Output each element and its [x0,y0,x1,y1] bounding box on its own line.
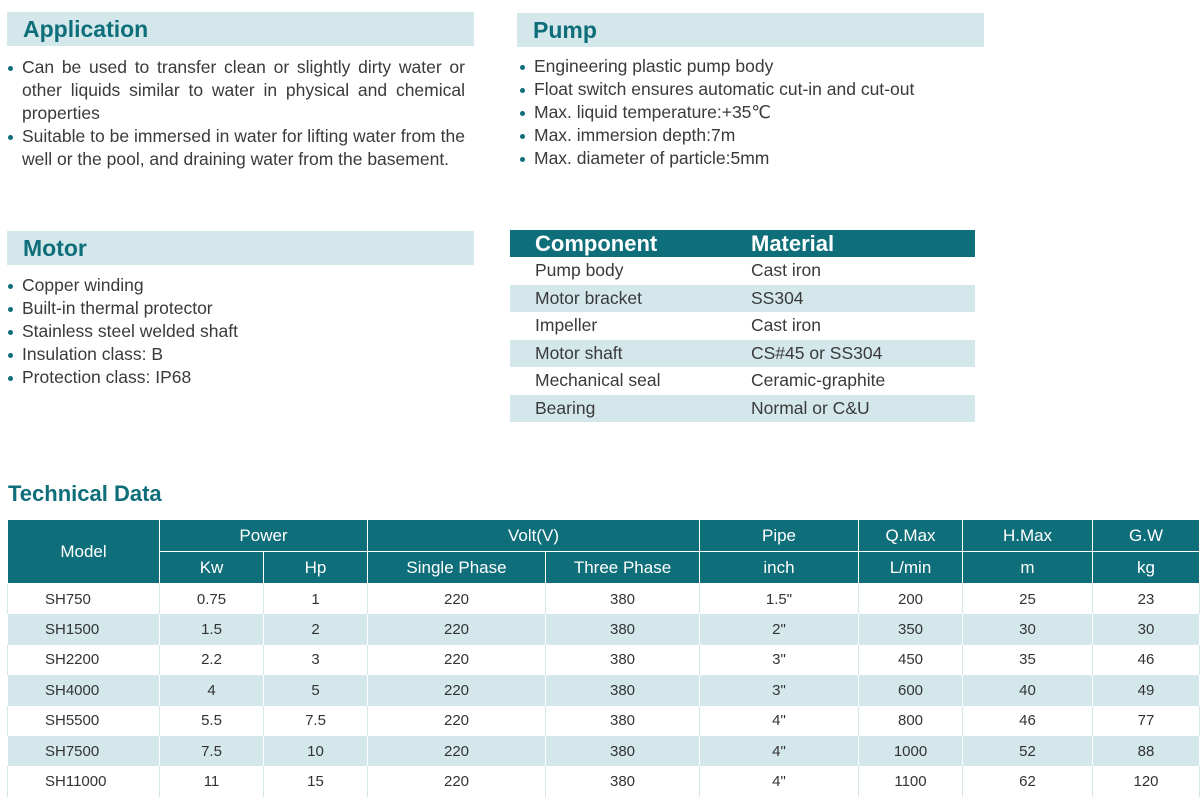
table-row [8,675,1200,705]
material-cell: Cast iron [751,315,822,336]
material-row [510,340,975,368]
hp-cell: 10 [264,736,368,766]
three-phase-cell: 380 [546,766,700,796]
component-cell: Impeller [535,315,598,336]
single-phase-cell: 220 [368,766,546,796]
application-item: Can be used to transfer clean or slightly dirty water or other liquids similar to water in physical and chemical properties [8,56,465,125]
pump-item: Engineering plastic pump body [520,55,990,78]
pipe-cell: 4" [700,706,859,736]
qmax-cell: 1100 [859,766,963,796]
qmax-cell: 800 [859,706,963,736]
table-row [8,736,1200,766]
qmax-cell: 600 [859,675,963,705]
application-list [8,56,465,171]
hp-cell: 15 [264,766,368,796]
model-cell: SH5500 [8,706,160,736]
component-cell: Mechanical seal [535,370,661,391]
motor-list [8,274,465,389]
kw-cell: 2.2 [160,645,264,675]
pipe-cell: 4" [700,736,859,766]
three-phase-cell: 380 [546,675,700,705]
component-header: Component [510,230,751,257]
technical-subheader-row [8,552,1200,584]
hp-cell: 1 [264,584,368,615]
motor-item: Copper winding [8,274,465,297]
qmax-cell: 200 [859,584,963,615]
material-table [510,230,975,422]
power-header: Power [160,520,368,552]
kw-cell: 5.5 [160,706,264,736]
material-cell: Cast iron [751,260,822,281]
material-cell: SS304 [751,285,975,313]
gw-header: G.W [1093,520,1200,552]
table-row [8,645,1200,675]
single-phase-cell: 220 [368,645,546,675]
qmax-header: Q.Max [859,520,963,552]
hmax-cell: 62 [963,766,1093,796]
hp-cell: 3 [264,645,368,675]
single-phase-header: Single Phase [368,552,546,584]
hmax-cell: 40 [963,675,1093,705]
kw-cell: 11 [160,766,264,796]
kw-cell: 1.5 [160,614,264,644]
lmin-header: L/min [859,552,963,584]
hp-cell: 5 [264,675,368,705]
model-cell: SH1500 [8,614,160,644]
pump-item: Max. immersion depth:7m [520,124,990,147]
model-cell: SH7500 [8,736,160,766]
component-cell: Pump body [535,260,624,281]
single-phase-cell: 220 [368,584,546,615]
motor-item: Protection class: IP68 [8,366,465,389]
model-cell: SH750 [8,584,160,615]
material-row [510,257,975,285]
material-cell: CS#45 or SS304 [751,340,975,368]
qmax-cell: 450 [859,645,963,675]
gw-cell: 30 [1093,614,1200,644]
gw-cell: 120 [1093,766,1200,796]
model-cell: SH2200 [8,645,160,675]
kg-header: kg [1093,552,1200,584]
pipe-cell: 1.5" [700,584,859,615]
gw-cell: 77 [1093,706,1200,736]
m-header: m [963,552,1093,584]
component-cell: Motor bracket [510,285,751,313]
three-phase-cell: 380 [546,584,700,615]
three-phase-cell: 380 [546,614,700,644]
technical-header-row [8,520,1200,552]
three-phase-cell: 380 [546,736,700,766]
gw-cell: 88 [1093,736,1200,766]
component-cell: Bearing [510,395,751,423]
hmax-cell: 35 [963,645,1093,675]
motor-item: Insulation class: B [8,343,465,366]
single-phase-cell: 220 [368,736,546,766]
hp-header: Hp [264,552,368,584]
material-cell: Ceramic-graphite [751,370,886,391]
hmax-cell: 52 [963,736,1093,766]
motor-item: Stainless steel welded shaft [8,320,465,343]
material-header: Material [751,230,975,257]
pump-list [520,55,990,170]
kw-cell: 7.5 [160,736,264,766]
pipe-cell: 4" [700,766,859,796]
pump-item: Max. liquid temperature:+35℃ [520,101,990,124]
hp-cell: 7.5 [264,706,368,736]
pipe-cell: 2" [700,614,859,644]
three-phase-header: Three Phase [546,552,700,584]
gw-cell: 23 [1093,584,1200,615]
hmax-header: H.Max [963,520,1093,552]
application-heading: Application [7,12,474,46]
motor-heading: Motor [7,231,474,265]
application-item: Suitable to be immersed in water for lifting water from the well or the pool, and draining water from the basement. [8,125,465,171]
material-row [510,367,975,395]
hmax-cell: 25 [963,584,1093,615]
table-row [8,766,1200,796]
kw-cell: 4 [160,675,264,705]
table-row [8,614,1200,644]
model-cell: SH11000 [8,766,160,796]
single-phase-cell: 220 [368,614,546,644]
single-phase-cell: 220 [368,675,546,705]
pump-heading: Pump [517,13,984,47]
qmax-cell: 350 [859,614,963,644]
model-header: Model [8,520,160,584]
inch-header: inch [700,552,859,584]
single-phase-cell: 220 [368,706,546,736]
table-row [8,584,1200,615]
hmax-cell: 30 [963,614,1093,644]
kw-header: Kw [160,552,264,584]
material-row [510,285,975,313]
technical-data-table [7,519,1200,797]
pipe-header: Pipe [700,520,859,552]
model-cell: SH4000 [8,675,160,705]
pump-item: Float switch ensures automatic cut-in and cut-out [520,78,990,101]
hmax-cell: 46 [963,706,1093,736]
material-header-row [510,230,975,257]
motor-item: Built-in thermal protector [8,297,465,320]
kw-cell: 0.75 [160,584,264,615]
component-cell: Motor shaft [510,340,751,368]
table-row [8,706,1200,736]
pipe-cell: 3" [700,675,859,705]
material-cell: Normal or C&U [751,395,975,423]
three-phase-cell: 380 [546,645,700,675]
pump-item: Max. diameter of particle:5mm [520,147,990,170]
hp-cell: 2 [264,614,368,644]
material-row [510,312,975,340]
gw-cell: 49 [1093,675,1200,705]
volt-header: Volt(V) [368,520,700,552]
qmax-cell: 1000 [859,736,963,766]
material-row [510,395,975,423]
pipe-cell: 3" [700,645,859,675]
technical-data-title: Technical Data [8,481,162,506]
three-phase-cell: 380 [546,706,700,736]
gw-cell: 46 [1093,645,1200,675]
